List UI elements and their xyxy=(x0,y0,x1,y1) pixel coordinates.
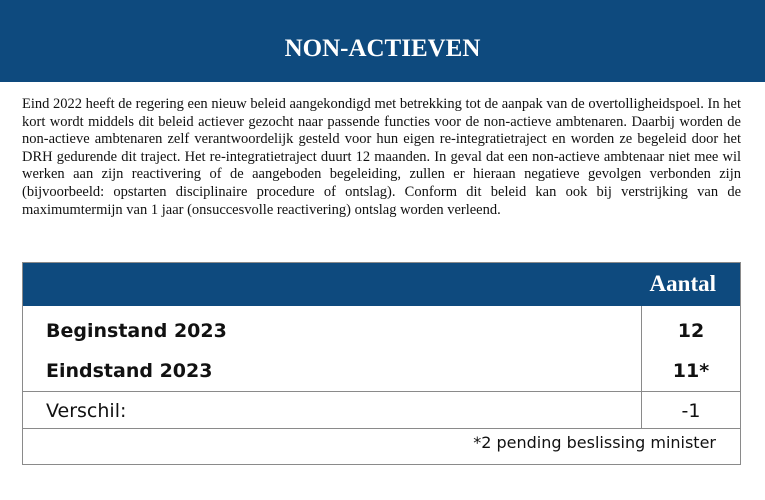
row-label-beginstand: Beginstand 2023 xyxy=(46,320,227,342)
table-footnote: *2 pending beslissing minister xyxy=(473,433,716,452)
footnote-divider xyxy=(23,428,740,429)
page-title: NON-ACTIEVEN xyxy=(284,35,481,62)
row-value-beginstand: 12 xyxy=(677,320,705,342)
column-header-aantal: Aantal xyxy=(649,271,716,296)
row-value-verschil: -1 xyxy=(681,400,701,422)
row-value-eindstand: 11* xyxy=(672,360,710,382)
row-label-verschil: Verschil: xyxy=(46,400,127,422)
row-label-eindstand: Eindstand 2023 xyxy=(46,360,213,382)
row-divider xyxy=(23,391,740,392)
intro-paragraph: Eind 2022 heeft de regering een nieuw beleid aangekondigd met betrekking tot de aanpak van de overtolligheidspoel. In het kort wordt middels dit beleid actiever gezocht naar passende functies voor de non-actieve ambtenaren. Daarbij worden de non-actieve ambtenaren zelf verantwoordelijk gesteld voor hun eigen re-integratietraject en worden ze begeleid door het DRH gedurende dit traject. Het re-integratietraject duurt 12 maanden. In geval dat een non-actieve ambtenaar niet mee wil werken aan zijn reactivering of de aangeboden begeleiding, zullen er hieraan negatieve gevolgen verbonden zijn (bijvoorbeeld: opstarten disciplinaire procedure of ontslag). Conform dit beleid kan ook bij verstrijking van de maximumtermijn van 1 jaar (onsuccesvolle reactivering) ontslag worden verleend. xyxy=(22,96,741,218)
non-actieven-table xyxy=(22,262,741,465)
table-header xyxy=(23,263,740,306)
page-header xyxy=(0,0,765,82)
